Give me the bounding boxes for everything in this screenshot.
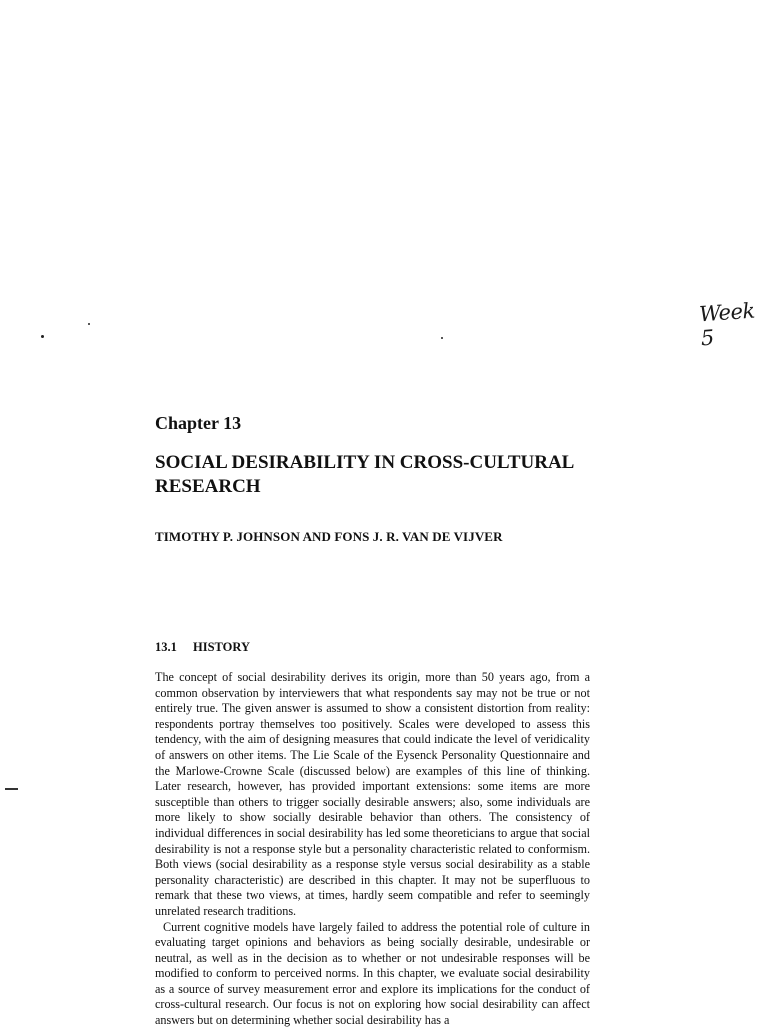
scan-speck — [441, 337, 443, 339]
section-title: HISTORY — [193, 640, 250, 654]
scan-speck — [88, 323, 90, 325]
scan-speck — [41, 335, 44, 338]
chapter-authors: TIMOTHY P. JOHNSON AND FONS J. R. VAN DE VIJVER — [155, 529, 503, 544]
handwritten-week-note: Week 5 — [698, 298, 756, 351]
chapter-label: Chapter 13 — [155, 413, 242, 433]
section-number: 13.1 — [155, 640, 177, 654]
scan-mark — [5, 788, 18, 790]
paragraph: Current cognitive models have largely failed to address the potential role of culture in evaluating target opinions and behaviors as being socially desirable, undesirable or neutral, as well as in the decision as to whether or not undesirable responses will be modified to conform to perceived norms. In this chapter, we evaluate social desirability as a source of survey measurement error and explore its implications for the conduct of cross-cultural research. Our focus is not on exploring how social desirability can affect answers but on determining whether social desirability has a — [155, 919, 590, 1028]
chapter-title: SOCIAL DESIRABILITY IN CROSS-CULTURAL RESEARCH — [155, 452, 574, 497]
body-text — [155, 670, 590, 1029]
section-heading — [155, 640, 250, 655]
paragraph: The concept of social desirability derives its origin, more than 50 years ago, from a common observation by interviewers that what respondents say may not be true or not entirely true. The given answer is assumed to show a consistent distortion from reality: respondents portray themselves too positively. Scales were developed to assess this tendency, with the aim of designing measures that could indicate the level of veridicality of answers on other items. The Lie Scale of the Eysenck Personality Questionnaire and the Marlowe-Crowne Scale (discussed below) are examples of this line of thinking. Later research, however, has provided important extensions: some items are more susceptible than others to trigger socially desirable answers; also, some individuals are more likely to show socially desirable behavior than others. The consistency of individual differences in social desirability has led some theoreticians to argue that social desirability is not a response style but a personality characteristic related to conformism. Both views (social desirability as a response style versus social desirability as a stable personality characteristic) are described in this chapter. It may not be superfluous to remark that these two views, at times, hardly seem compatible and refer to seemingly unrelated research traditions. — [155, 670, 590, 918]
